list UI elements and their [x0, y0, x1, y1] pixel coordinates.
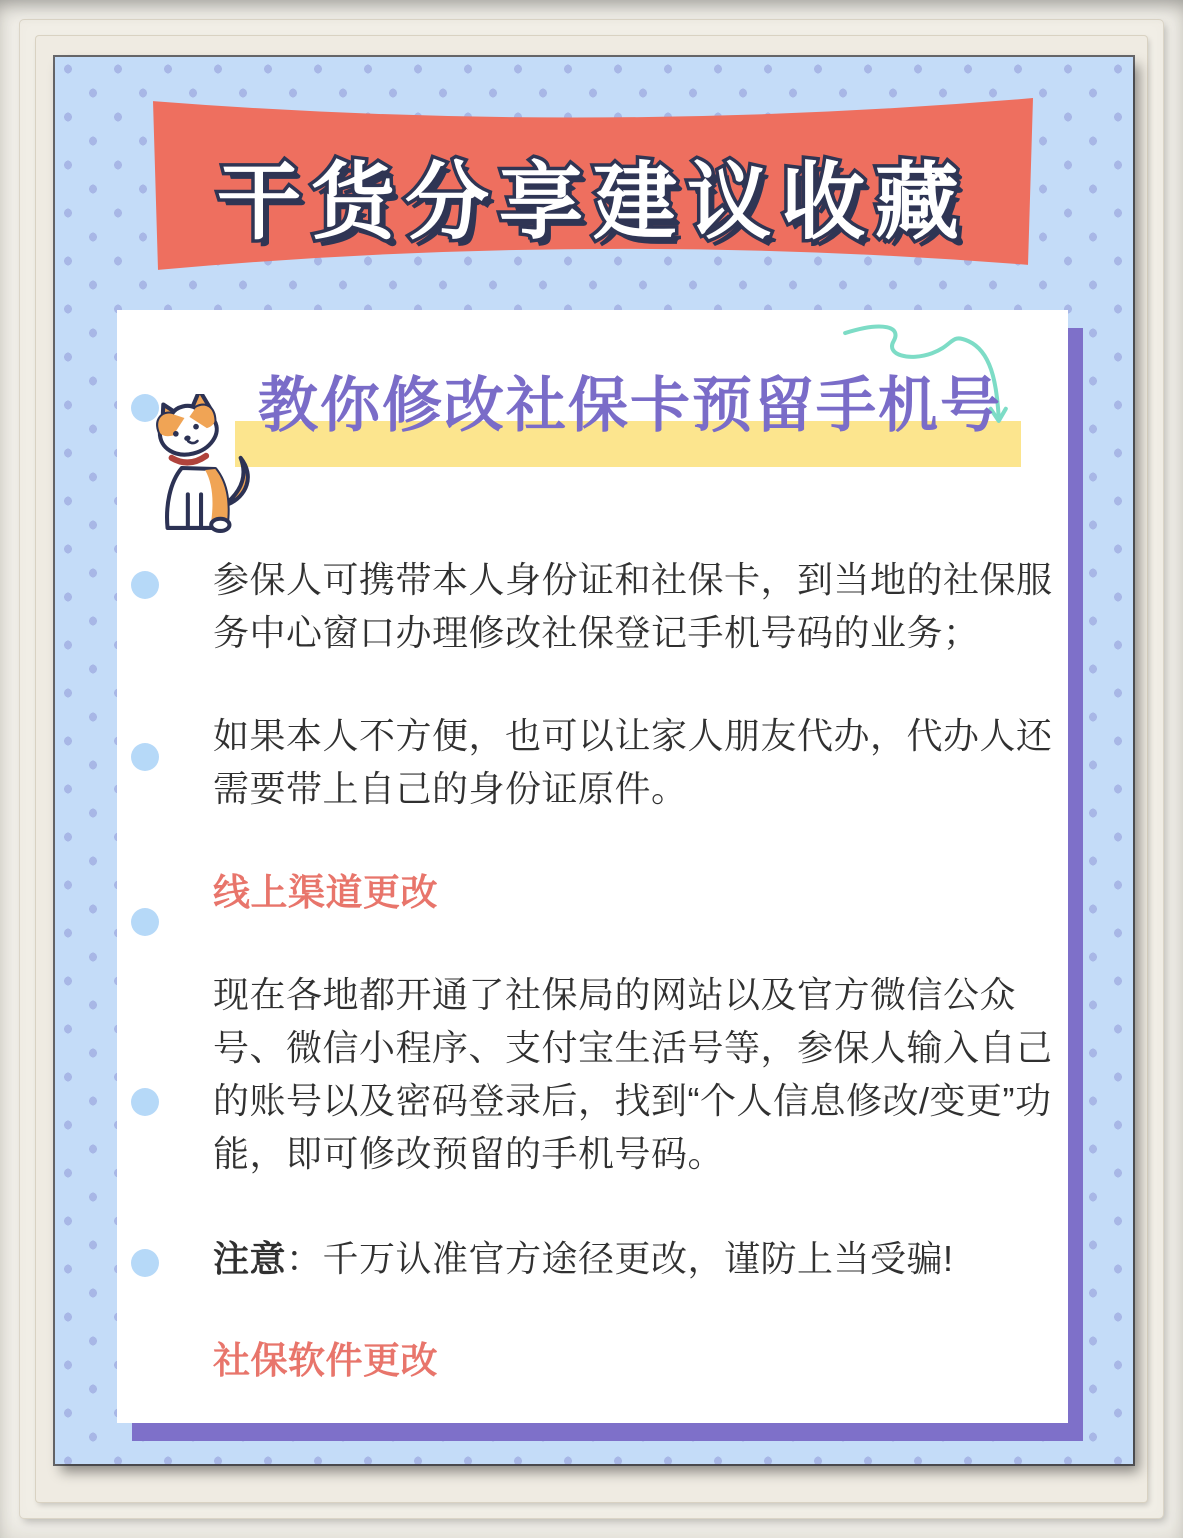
ribbon-banner [150, 95, 1036, 277]
heading-online-channel: 线上渠道更改 [213, 872, 438, 913]
deco-dot [131, 1249, 159, 1277]
deco-dot [131, 743, 159, 771]
content-card [117, 310, 1068, 1423]
page-title: 教你修改社保卡预留手机号 [258, 372, 1002, 439]
paragraph-online: 现在各地都开通了社保局的网站以及官方微信公众号、微信小程序、支付宝生活号等，参保人输入自己的账号以及密码登录后，找到“个人信息修改/变更”功能，即可修改预留的手机号码。 [213, 974, 1053, 1174]
note-line [213, 1232, 1055, 1285]
paragraph-offline-2: 如果本人不方便，也可以让家人朋友代办，代办人还需要带上自己的身份证原件。 [213, 715, 1053, 809]
polka-dot-panel [55, 57, 1133, 1464]
dog-icon [131, 394, 265, 540]
deco-dot [131, 571, 159, 599]
banner-title: 干货分享建议收藏 [216, 155, 969, 249]
deco-dot [131, 1088, 159, 1116]
deco-dot [131, 908, 159, 936]
heading-software: 社保软件更改 [213, 1340, 438, 1381]
note-text: ：千万认准官方途径更改，谨防上当受骗! [286, 1238, 954, 1279]
paragraph-offline-1: 参保人可携带本人身份证和社保卡，到当地的社保服务中心窗口办理修改社保登记手机号码的业务； [213, 559, 1053, 653]
note-label: 注意 [213, 1238, 287, 1279]
